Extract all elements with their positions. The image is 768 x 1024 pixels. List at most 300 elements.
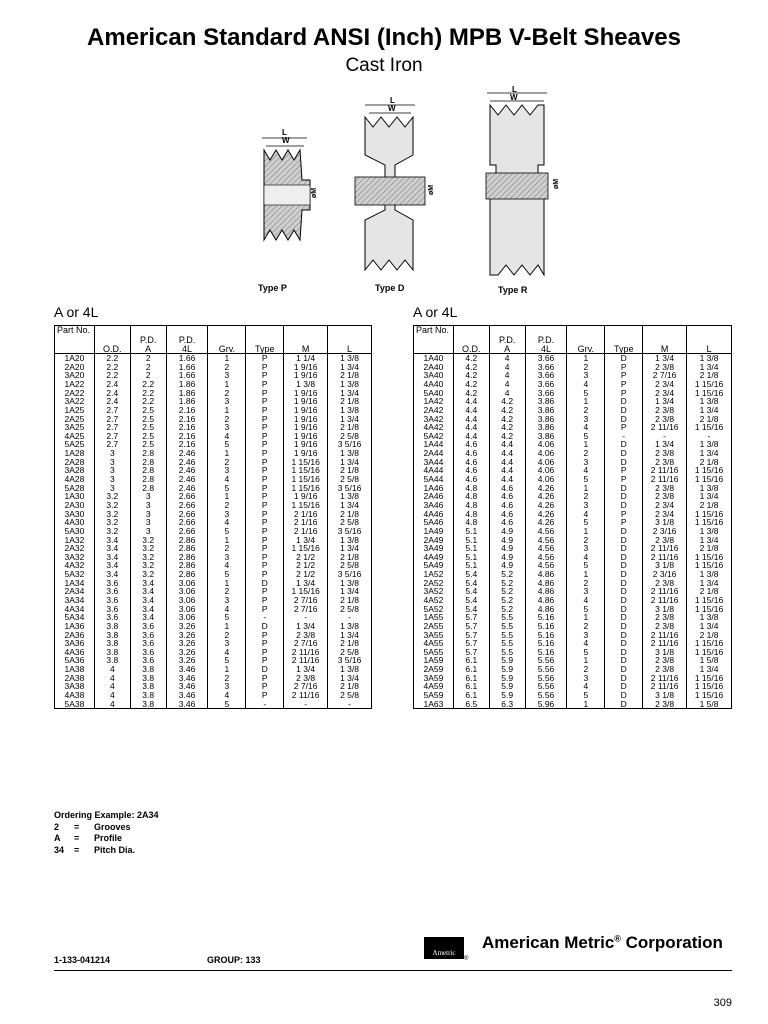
- table-cell: 2 5/8: [340, 603, 359, 614]
- table-cell: 2 5/8: [340, 646, 359, 657]
- table-cell: 4: [94, 665, 130, 674]
- table-cell: 4A49: [414, 553, 454, 562]
- table-cell: 4.4: [489, 458, 525, 467]
- table-cell: 5.9: [489, 674, 525, 683]
- table-row: [414, 432, 732, 441]
- dimension-label-m: øM: [311, 187, 318, 198]
- table-row: [414, 682, 732, 691]
- table-cell: 1 9/16: [284, 432, 328, 441]
- table-cell: P: [246, 656, 284, 665]
- table-cell: 2: [208, 544, 246, 553]
- table-cell: 2 11/16: [643, 466, 687, 475]
- table-cell: 2.66: [166, 518, 208, 527]
- table-cell: D: [246, 665, 284, 674]
- table-cell: P: [246, 587, 284, 596]
- page-subtitle: Cast Iron: [345, 55, 423, 76]
- table-cell: 2 1/2: [284, 553, 328, 562]
- table-cell: 2.4: [94, 397, 130, 406]
- table-cell: 1 3/8: [340, 404, 359, 415]
- table-cell: 2 3/8: [643, 492, 687, 501]
- table-cell: -: [348, 612, 351, 623]
- table-cell: 4: [489, 389, 525, 398]
- table-cell: 2.16: [166, 423, 208, 432]
- table-cell: 3.4: [94, 535, 130, 544]
- table-cell: 4.4: [489, 449, 525, 458]
- type-r-label: Type R: [498, 285, 528, 295]
- table-cell: 5: [208, 700, 246, 709]
- table-cell: 3A20: [55, 371, 95, 380]
- table-cell: 3: [567, 371, 605, 380]
- table-cell: 2.86: [166, 535, 208, 544]
- table-cell: 3: [208, 466, 246, 475]
- table-cell: 4.4: [489, 440, 525, 449]
- table-cell: 5: [567, 648, 605, 657]
- table-cell: 3.4: [130, 579, 166, 588]
- table-row: [414, 561, 732, 570]
- table-cell: 1: [567, 397, 605, 406]
- table-cell: 2 1/8: [340, 638, 359, 649]
- table-cell: 5A38: [55, 700, 95, 709]
- table-cell: 3: [94, 475, 130, 484]
- table-cell: 1 3/8: [340, 448, 359, 459]
- table-row: [414, 389, 732, 398]
- table-cell: 5: [567, 691, 605, 700]
- table-cell: 3 1/8: [643, 691, 687, 700]
- table-cell: 4: [94, 682, 130, 691]
- svg-text:W: W: [388, 104, 396, 113]
- table-cell: 4: [567, 510, 605, 519]
- table-cell: 1 15/16: [694, 638, 724, 649]
- table-cell: 5A59: [414, 691, 454, 700]
- table-cell: D: [605, 570, 643, 579]
- table-cell: 1.66: [166, 363, 208, 372]
- table-cell: 1 15/16: [694, 474, 724, 485]
- table-cell: 3.8: [94, 622, 130, 631]
- table-row: [55, 561, 372, 570]
- table-cell: 5.5: [489, 648, 525, 657]
- table-header-row: [55, 326, 372, 354]
- table-cell: 2.66: [166, 492, 208, 501]
- table-row: [414, 691, 732, 700]
- table-row: [55, 570, 372, 579]
- table-cell: 1 5/8: [699, 698, 719, 709]
- table-cell: 2: [567, 492, 605, 501]
- table-cell: D: [605, 397, 643, 406]
- table-cell: 3A38: [55, 682, 95, 691]
- table-cell: 2A49: [414, 535, 454, 544]
- table-cell: 2: [567, 363, 605, 372]
- table-cell: 3.4: [94, 544, 130, 553]
- table-cell: 2 3/4: [643, 380, 687, 389]
- table-cell: 4: [208, 648, 246, 657]
- table-cell: 1A55: [414, 613, 454, 622]
- table-cell: 3.4: [94, 570, 130, 579]
- table-cell: 1 3/4: [643, 440, 687, 449]
- table-cell: 2.8: [130, 466, 166, 475]
- dimension-label-w: W: [282, 136, 290, 145]
- table-cell: 2.2: [94, 363, 130, 372]
- table-cell: P: [246, 423, 284, 432]
- table-cell: 4: [567, 596, 605, 605]
- table-cell: 2 11/16: [643, 587, 687, 596]
- table-cell: 1 9/16: [284, 363, 328, 372]
- table-cell: 3: [94, 484, 130, 493]
- table-row: [55, 656, 372, 665]
- table-cell: 5.7: [453, 639, 489, 648]
- table-cell: P: [246, 354, 284, 363]
- section-heading-left: A or 4L: [54, 304, 99, 320]
- table-cell: 2 3/8: [643, 579, 687, 588]
- table-cell: 2.7: [94, 414, 130, 423]
- table-cell: 3.8: [130, 665, 166, 674]
- table-row: [414, 570, 732, 579]
- table-row: [55, 682, 372, 691]
- table-cell: P: [246, 535, 284, 544]
- table-cell: P: [246, 389, 284, 398]
- table-cell: 2.5: [130, 423, 166, 432]
- table-cell: 3.66: [525, 371, 567, 380]
- table-cell: 2 7/16: [284, 639, 328, 648]
- table-cell: 2A20: [55, 363, 95, 372]
- type-p-label: Type P: [258, 283, 287, 293]
- table-cell: P: [246, 406, 284, 415]
- table-row: [414, 535, 732, 544]
- table-cell: 3.86: [525, 432, 567, 441]
- table-cell: 3.6: [94, 579, 130, 588]
- table-cell: D: [605, 440, 643, 449]
- table-cell: 3.2: [94, 510, 130, 519]
- table-cell: 2 1/8: [699, 456, 719, 467]
- col-grv: Grv.: [567, 326, 605, 354]
- table-cell: 4.2: [453, 363, 489, 372]
- table-row: [414, 622, 732, 631]
- table-cell: P: [246, 432, 284, 441]
- table-cell: 1: [567, 440, 605, 449]
- table-cell: D: [605, 458, 643, 467]
- table-cell: 1 15/16: [284, 501, 328, 510]
- table-cell: -: [643, 432, 687, 441]
- table-cell: 2 1/8: [699, 413, 719, 424]
- table-cell: 1: [208, 380, 246, 389]
- table-cell: P: [246, 561, 284, 570]
- table-cell: 6.1: [453, 665, 489, 674]
- table-cell: D: [605, 639, 643, 648]
- table-cell: 2.2: [94, 354, 130, 363]
- table-cell: 5: [208, 656, 246, 665]
- table-cell: 2 3/8: [643, 700, 687, 709]
- table-cell: 2 1/8: [699, 499, 719, 510]
- table-cell: 1 3/8: [340, 664, 359, 675]
- col-l: L: [328, 326, 372, 354]
- table-row: [55, 518, 372, 527]
- table-cell: 3: [208, 639, 246, 648]
- table-cell: 3.46: [166, 674, 208, 683]
- table-row: [55, 587, 372, 596]
- table-cell: 1.86: [166, 380, 208, 389]
- table-cell: 3 1/8: [643, 648, 687, 657]
- table-row: [55, 484, 372, 493]
- table-cell: P: [246, 553, 284, 562]
- table-cell: 4.9: [489, 561, 525, 570]
- table-cell: 4.56: [525, 544, 567, 553]
- table-cell: 2 7/16: [284, 605, 328, 614]
- table-cell: 1 3/4: [340, 629, 359, 640]
- col-part-no: Part No.: [414, 326, 454, 354]
- table-row: [414, 579, 732, 588]
- ordering-row: A = Profile: [54, 833, 123, 843]
- table-cell: 1A20: [55, 354, 95, 363]
- table-cell: 3: [567, 501, 605, 510]
- table-row: [414, 371, 732, 380]
- table-cell: D: [605, 553, 643, 562]
- table-cell: 1 3/8: [340, 353, 359, 364]
- table-cell: 2.16: [166, 432, 208, 441]
- table-cell: 2A22: [55, 389, 95, 398]
- table-cell: 5A44: [414, 475, 454, 484]
- table-cell: 2 3/8: [643, 458, 687, 467]
- table-cell: 5.16: [525, 639, 567, 648]
- table-row: [414, 510, 732, 519]
- table-cell: 2 11/16: [643, 639, 687, 648]
- table-cell: 1: [567, 527, 605, 536]
- table-cell: 1: [567, 613, 605, 622]
- table-cell: 3.8: [130, 674, 166, 683]
- table-cell: 5.2: [489, 579, 525, 588]
- table-cell: 4: [567, 553, 605, 562]
- table-cell: P: [246, 674, 284, 683]
- table-cell: 1 3/8: [699, 482, 719, 493]
- table-cell: 1 3/8: [699, 525, 719, 536]
- table-row: [414, 639, 732, 648]
- table-cell: 1 3/4: [643, 397, 687, 406]
- table-cell: D: [605, 561, 643, 570]
- page-title: American Standard ANSI (Inch) MPB V-Belt Sheaves: [87, 24, 681, 51]
- table-cell: 1A30: [55, 492, 95, 501]
- type-r-sheave-drawing: [482, 85, 562, 285]
- table-cell: 1A40: [414, 354, 454, 363]
- table-cell: 5.9: [489, 682, 525, 691]
- table-cell: 5.1: [453, 527, 489, 536]
- table-cell: 4.4: [453, 397, 489, 406]
- table-cell: 4A44: [414, 466, 454, 475]
- table-cell: 1 3/4: [284, 622, 328, 631]
- table-cell: 3: [130, 527, 166, 536]
- table-cell: 5.56: [525, 656, 567, 665]
- table-cell: 1 3/4: [699, 491, 719, 502]
- table-cell: P: [246, 518, 284, 527]
- table-cell: -: [707, 430, 711, 441]
- table-row: [55, 423, 372, 432]
- table-cell: 2.7: [94, 423, 130, 432]
- table-cell: 4A32: [55, 561, 95, 570]
- table-cell: 3.4: [94, 561, 130, 570]
- table-cell: 4: [208, 605, 246, 614]
- table-cell: D: [605, 449, 643, 458]
- table-cell: 4.06: [525, 475, 567, 484]
- table-cell: 1A59: [414, 656, 454, 665]
- table-cell: 4.6: [489, 484, 525, 493]
- table-row: [414, 553, 732, 562]
- col-od: O.D.: [94, 326, 130, 354]
- table-row: [414, 587, 732, 596]
- table-cell: 3A22: [55, 397, 95, 406]
- table-cell: 5.4: [453, 570, 489, 579]
- table-cell: 2 3/8: [643, 449, 687, 458]
- table-row: [55, 613, 372, 622]
- ordering-notes: [54, 810, 159, 856]
- table-row: [55, 674, 372, 683]
- table-cell: 2 1/8: [699, 629, 719, 640]
- table-row: [414, 544, 732, 553]
- table-cell: 5.2: [489, 587, 525, 596]
- ametric-logo: Ametric: [424, 937, 464, 959]
- table-cell: 2.2: [130, 380, 166, 389]
- table-row: [55, 458, 372, 467]
- table-cell: 4.4: [453, 423, 489, 432]
- table-row: [414, 484, 732, 493]
- table-cell: 5: [567, 605, 605, 614]
- table-cell: 5A49: [414, 561, 454, 570]
- table-cell: 1 3/8: [699, 353, 719, 364]
- table-row: [55, 449, 372, 458]
- table-cell: 5.56: [525, 682, 567, 691]
- table-cell: 1 3/8: [340, 534, 359, 545]
- table-cell: P: [246, 475, 284, 484]
- table-cell: 2.8: [130, 475, 166, 484]
- table-cell: 4.56: [525, 527, 567, 536]
- table-cell: 1 15/16: [694, 646, 724, 657]
- col-od: O.D.: [453, 326, 489, 354]
- table-cell: 3: [208, 510, 246, 519]
- table-cell: 4.4: [453, 406, 489, 415]
- table-cell: 3.46: [166, 682, 208, 691]
- table-cell: 5.16: [525, 631, 567, 640]
- table-cell: 2.8: [130, 484, 166, 493]
- table-cell: 2 1/8: [340, 681, 359, 692]
- table-cell: 4.06: [525, 466, 567, 475]
- table-cell: 3A52: [414, 587, 454, 596]
- table-cell: 5.96: [525, 700, 567, 709]
- table-cell: 2: [208, 363, 246, 372]
- table-cell: 4A34: [55, 605, 95, 614]
- table-cell: 1 15/16: [694, 517, 724, 528]
- table-row: [55, 596, 372, 605]
- table-cell: 2: [567, 535, 605, 544]
- table-row: [414, 414, 732, 423]
- table-cell: 1A22: [55, 380, 95, 389]
- table-cell: 4: [567, 639, 605, 648]
- table-cell: 5: [208, 527, 246, 536]
- table-cell: 1 15/16: [694, 508, 724, 519]
- table-cell: 2 5/8: [340, 517, 359, 528]
- table-row: [55, 544, 372, 553]
- table-cell: 2.5: [130, 432, 166, 441]
- table-cell: 2 11/16: [643, 631, 687, 640]
- table-cell: 2 3/4: [643, 501, 687, 510]
- table-cell: 2.86: [166, 561, 208, 570]
- table-cell: P: [246, 466, 284, 475]
- table-cell: 1 15/16: [284, 475, 328, 484]
- table-cell: 3.6: [94, 613, 130, 622]
- table-cell: 1A36: [55, 622, 95, 631]
- col-m: M: [284, 326, 328, 354]
- table-cell: 2 1/8: [699, 543, 719, 554]
- table-cell: 4.06: [525, 458, 567, 467]
- table-cell: D: [605, 700, 643, 709]
- table-cell: P: [605, 363, 643, 372]
- table-cell: 3: [94, 466, 130, 475]
- table-cell: 3.4: [130, 613, 166, 622]
- table-cell: 1 9/16: [284, 414, 328, 423]
- table-cell: 1 15/16: [694, 551, 724, 562]
- table-cell: 5A25: [55, 440, 95, 449]
- table-row: [414, 440, 732, 449]
- table-cell: 5.1: [453, 561, 489, 570]
- table-cell: 5.9: [489, 656, 525, 665]
- table-cell: 5.7: [453, 648, 489, 657]
- table-cell: 4.8: [453, 510, 489, 519]
- table-row: [55, 440, 372, 449]
- table-cell: P: [605, 380, 643, 389]
- table-cell: 1A32: [55, 535, 95, 544]
- table-cell: 3A25: [55, 423, 95, 432]
- table-row: [55, 406, 372, 415]
- table-cell: 1 5/8: [699, 655, 719, 666]
- table-cell: 5.7: [453, 613, 489, 622]
- table-cell: 2.8: [130, 449, 166, 458]
- table-row: [55, 553, 372, 562]
- col-grv: Grv.: [208, 326, 246, 354]
- table-cell: 5: [208, 570, 246, 579]
- table-cell: 2 3/16: [643, 570, 687, 579]
- table-cell: P: [605, 475, 643, 484]
- table-cell: 2: [208, 674, 246, 683]
- table-cell: 1 9/16: [284, 389, 328, 398]
- table-cell: 3.46: [166, 700, 208, 709]
- table-cell: 3.86: [525, 397, 567, 406]
- table-cell: 6.3: [489, 700, 525, 709]
- table-cell: 5: [208, 484, 246, 493]
- table-cell: 2 11/16: [284, 648, 328, 657]
- table-cell: 1: [567, 484, 605, 493]
- table-cell: 4.86: [525, 570, 567, 579]
- page-number: 309: [713, 997, 732, 1009]
- col-part-no: Part No.: [55, 326, 95, 354]
- table-cell: 3.2: [130, 544, 166, 553]
- table-cell: 2A42: [414, 406, 454, 415]
- table-cell: P: [605, 518, 643, 527]
- table-cell: 5A42: [414, 432, 454, 441]
- table-cell: 4.56: [525, 561, 567, 570]
- table-row: [414, 605, 732, 614]
- table-cell: -: [246, 613, 284, 622]
- table-cell: 6.1: [453, 656, 489, 665]
- table-cell: 2: [567, 622, 605, 631]
- col-type: Type: [605, 326, 643, 354]
- svg-text:L: L: [512, 85, 517, 94]
- table-cell: 4.9: [489, 527, 525, 536]
- table-cell: 4.6: [489, 518, 525, 527]
- table-cell: 2 3/8: [643, 656, 687, 665]
- table-cell: 1 3/8: [284, 380, 328, 389]
- table-cell: 4.2: [489, 406, 525, 415]
- table-cell: 1 15/16: [284, 484, 328, 493]
- table-cell: 3A28: [55, 466, 95, 475]
- group-number: GROUP: 133: [207, 955, 261, 965]
- table-cell: D: [605, 484, 643, 493]
- table-cell: 4.26: [525, 510, 567, 519]
- table-cell: P: [246, 397, 284, 406]
